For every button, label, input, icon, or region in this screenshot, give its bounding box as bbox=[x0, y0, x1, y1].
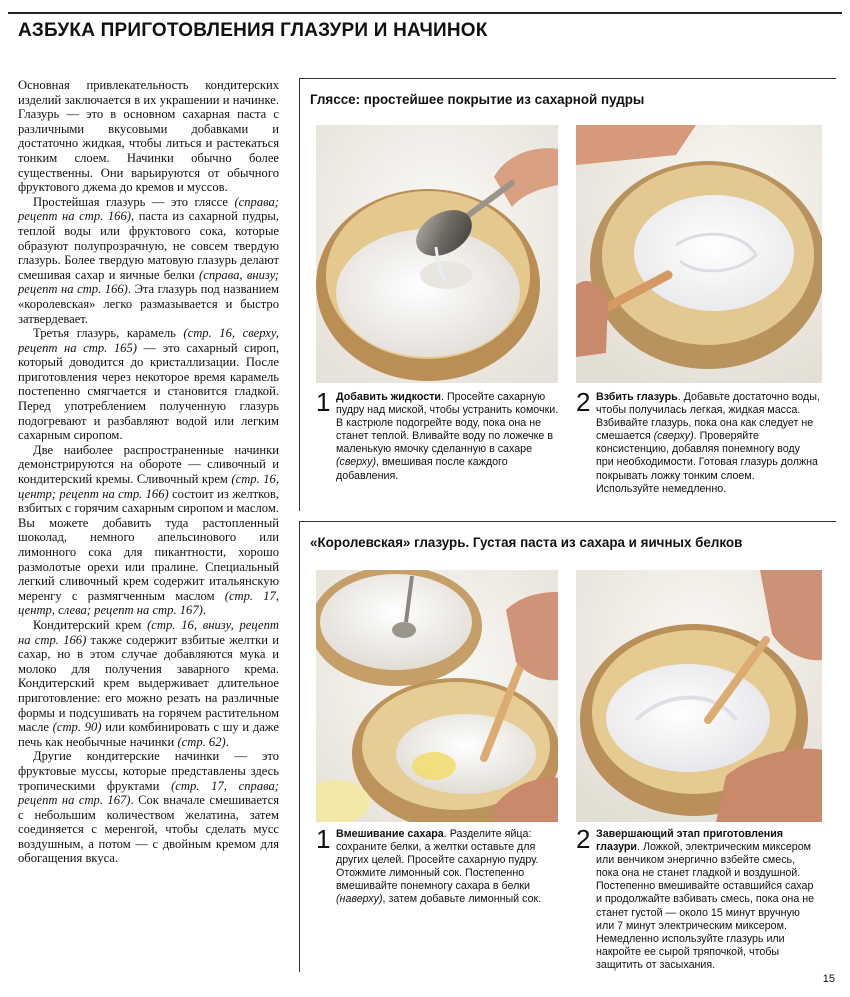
body-paragraph-pastry-cream: Кондитерский крем (стр. 16, внизу, рецепт на стр. 166) также содержит взбитые желтки и сахар, но в этом случае добавляются мука и молоко для получения заварного крема. Кондитерский крем выдерживает длительное приготовление: его можно резать на различные формы и подсушивать на горячем растительном масле (стр. 90) или комбинировать с шу и даже печь как необычные начинки (стр. 62). bbox=[18, 617, 279, 749]
glace-panel-title: Гляссе: простейшее покрытие из сахарной пудры bbox=[310, 92, 645, 107]
page-reference: (стр. 62) bbox=[177, 734, 226, 749]
step-lead: Вмешивание сахара bbox=[336, 828, 444, 840]
page-reference: (стр. 16, сверху, рецепт на стр. 165) bbox=[18, 326, 280, 355]
mixing-bowls-illustration bbox=[316, 570, 558, 822]
glace-step2-photo bbox=[576, 125, 822, 383]
page-title: АЗБУКА ПРИГОТОВЛЕНИЯ ГЛАЗУРИ И НАЧИНОК bbox=[18, 20, 488, 41]
body-paragraph-glace: Простейшая глазурь — это гляссе (справа; рецепт на стр. 166), паста из сахарной пудры, теплой воды или фруктового сока, которые образуют полупрозрачную, не совсем твердую глазурь. Более твердую матовую глазурь делают смешивая сахар и яичные белки (справа, внизу; рецепт на стр. 166). Эта глазурь под названием «королевская» легко размазывается и быстро затвердевает. bbox=[18, 194, 280, 326]
page-number: 15 bbox=[822, 973, 835, 985]
egg-white-pool bbox=[412, 752, 456, 780]
step-number: 1 bbox=[316, 387, 331, 417]
body-paragraph-mousse: Другие кондитерские начинки — это фруктовые муссы, которые представлены здесь тропическими фруктами (стр. 17, справа; рецепт на стр. 167). Сок вначале смешивается с небольшим количеством желатина, затем соединяется с меренгой, чтобы сделать мусс воздушным, а потом — с двойным кремом для обогащения вкуса. bbox=[18, 749, 280, 866]
title-rule bbox=[8, 12, 842, 14]
page-reference: (стр. 16, центр; рецепт на стр. 166) bbox=[18, 472, 279, 501]
page-reference: (стр. 16, внизу, рецепт на стр. 166) bbox=[18, 617, 279, 647]
glace-step2-caption: 2 Взбить глазурь. Добавьте достаточно воды, чтобы получилась легкая, жидкая масса. Взбивайте глазурь, пока она как следует не смешается (сверху). Проверяйте консистенцию, добавляя понемногу воду при необходимости. Готовая глазурь должна покрывать ложку тонким слоем. Используйте немедленно. bbox=[576, 387, 820, 495]
royal-step1-caption: 1 Вмешивание сахара. Разделите яйца: сохраните белки, а желтки оставьте для других целей. Просейте сахарную пудру. Отожмите лимонный сок. Постепенно вмешивайте понемногу сахара в белки (наверху), затем добавьте лимонный сок. bbox=[316, 824, 542, 906]
page-reference: (сверху) bbox=[653, 430, 694, 443]
page-reference: (стр. 17, центр, слева; рецепт на стр. 167) bbox=[18, 588, 279, 618]
royal-step2-photo bbox=[576, 570, 822, 822]
royal-icing-panel bbox=[299, 521, 836, 972]
page-reference: (наверху) bbox=[336, 893, 383, 906]
glace-step1-photo bbox=[316, 125, 558, 383]
step-lead: Взбить глазурь bbox=[596, 391, 678, 403]
royal-step1-photo bbox=[316, 570, 558, 822]
step-lead: Завершающий этап приготовления глазури bbox=[596, 828, 784, 854]
page-reference: (справа, внизу; рецепт на стр. 166) bbox=[18, 267, 280, 297]
body-text-column bbox=[18, 78, 279, 866]
royal-icing-bowl-illustration bbox=[576, 570, 822, 822]
body-paragraph-caramel: Третья глазурь, карамель (стр. 16, сверху, рецепт на стр. 165) — это сахарный сироп, который доводится до кристаллизации. После приготовления через некоторое время карамель постепенно смягчается и становится гладкой. Перед употреблением полученную глазурь подогревают и разбавляют водой или легким сахарным сиропом. bbox=[18, 326, 280, 443]
step-number: 2 bbox=[576, 824, 591, 854]
sugar-bowl-illustration bbox=[316, 125, 558, 383]
glace-panel bbox=[299, 78, 836, 511]
body-paragraph-intro: Основная привлекательность кондитерских изделий заключается в их украшении и начинке. Глазурь — это в основном сахарная паста с различными вкусовыми добавками и достаточно жидкая, чтобы литься и растекаться тонким слоем. Начинки обычно более существенны. Они варьируются от обычного фруктового джема до кремов и муссов. bbox=[18, 78, 279, 195]
glace-step1-caption: 1 Добавить жидкости. Просейте сахарную пудру над миской, чтобы устранить комочки. В кастрюле подогрейте воду, пока она не станет теплой. Вливайте воду по ложечке в маленькую ямочку сделанную в сахаре (сверху), вмешивая после каждого добавления. bbox=[316, 387, 559, 482]
royal-step2-caption: 2 Завершающий этап приготовления глазури. Ложкой, электрическим миксером или венчиком энергично взбейте смесь, пока она не станет гладкой и воздушной. Постепенно вмешивайте оставшийся сахар и продолжайте взбивать смесь, пока она не станет густой — около 15 минут вручную или 7 минут электрическим миксером. Немедленно используйте глазурь или накройте ее сырой тряпочкой, чтобы защитить от засыхания. bbox=[576, 824, 815, 971]
page-reference: (стр. 90) bbox=[52, 720, 102, 735]
body-paragraph-butter-cream: Две наиболее распространенные начинки демонстрируются на обороте — сливочный и кондитерский кремы. Сливочный крем (стр. 16, центр; рецепт на стр. 166) состоит из желтков, взбитых с горячим сахарным сиропом и маслом. Вы можете добавить туда растопленный шоколад, немного апельсинового или лимонного сока для пикантности, хорошо размолотые орехи или пралине. Специальный легкий сливочный крем содержит итальянскую меренгу с размягченным маслом (стр. 17, центр, слева; рецепт на стр. 167). bbox=[18, 442, 279, 618]
step-number: 1 bbox=[316, 824, 331, 854]
page-reference: (стр. 17, справа; рецепт на стр. 167) bbox=[18, 778, 280, 808]
royal-icing-panel-title: «Королевская» глазурь. Густая паста из сахара и яичных белков bbox=[310, 535, 743, 550]
step-lead: Добавить жидкости bbox=[336, 391, 442, 403]
page-reference: (сверху) bbox=[336, 456, 377, 469]
step-number: 2 bbox=[576, 387, 591, 417]
page-reference: (справа; рецепт на стр. 166) bbox=[18, 194, 279, 224]
glaze-bowl-illustration bbox=[576, 125, 822, 383]
